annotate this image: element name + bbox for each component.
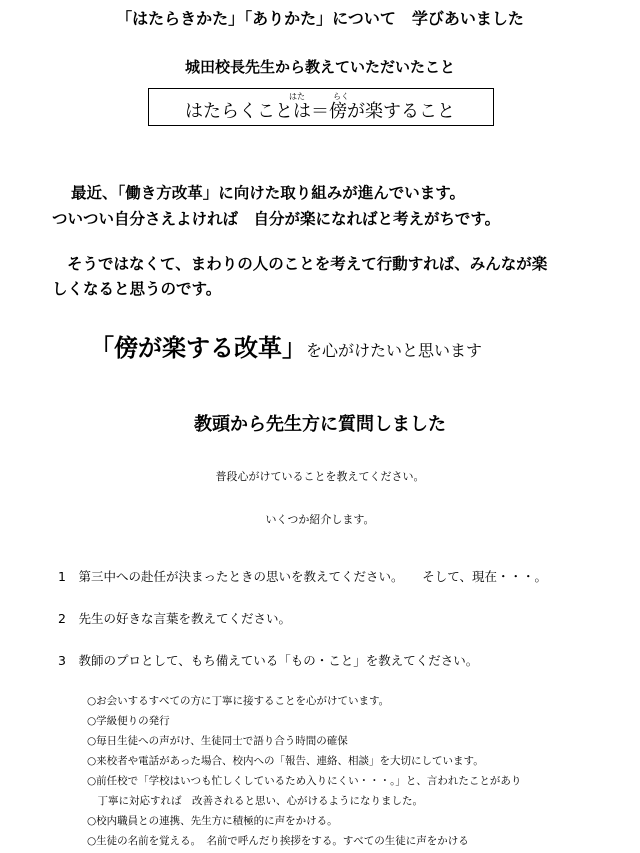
answer-item-1: ○お会いするすべての方に丁寧に接することを心がけています。 [87, 695, 390, 707]
reform-tail: を心がけたいと思います [306, 341, 483, 360]
question-item-1: 1 第三中への赴任が決まったときの思いを教えてください。 そして、現在・・・。 [58, 569, 547, 584]
answer-item-6: ○校内職員との連携、先生方に積極的に声をかける。 [87, 815, 338, 827]
para2-line1: そうではなくて、まわりの人のことを考えて行動すれば、みんなが楽 [67, 255, 548, 273]
answer-item-5: ○前任校で「学校はいつも忙しくしているため入りにくい・・・。」と、言われたことがあり [87, 775, 522, 787]
para1-line1: 最近、「働き方改革」に向けた取り組みが進んでいます。 [71, 184, 466, 202]
answer-item-3: ○毎日生徒への声がけ、生徒同士で語り合う時間の確保 [87, 735, 348, 747]
question-item-2: 2 先生の好きな言葉を教えてください。 [58, 611, 291, 626]
answer-item-7: ○生徒の名前を覚える。 名前で呼んだり挨拶をする。すべての生徒に声をかける [87, 835, 469, 847]
question-intro-2: いくつか紹介します。 [265, 513, 375, 526]
question-item-3: 3 教師のプロとして、もち備えている「もの・こと」を教えてください。 [58, 653, 479, 668]
headline: 「はたらきかた」「ありかた」について 学びあいました [116, 9, 524, 28]
para2-line2: しくなると思うのです。 [52, 280, 222, 298]
question-intro-1: 普段心がけていることを教えてください。 [215, 470, 425, 483]
motto-text: はたらくことは＝傍が楽すること [185, 101, 455, 122]
reform-statement [90, 328, 482, 363]
reform-headline: 「傍が楽する改革」 [90, 334, 306, 362]
subtitle: 城田校長先生から教えていただいたこと [184, 58, 455, 76]
para1-line2: ついつい自分さえよければ 自分が楽になればと考えがちです。 [52, 210, 501, 228]
ruby-raku: らく [333, 92, 349, 101]
answer-item-2: ○学級便りの発行 [87, 715, 170, 727]
ruby-hata: はた [289, 92, 305, 101]
question-title: 教頭から先生方に質問しました [194, 414, 446, 435]
answer-item-4: ○来校者や電話があった場合、校内への「報告、連絡、相談」を大切にしています。 [87, 755, 484, 767]
answer-item-5-continued: 丁寧に対応すれば 改善されると思い、心がけるようになりました。 [87, 795, 423, 807]
